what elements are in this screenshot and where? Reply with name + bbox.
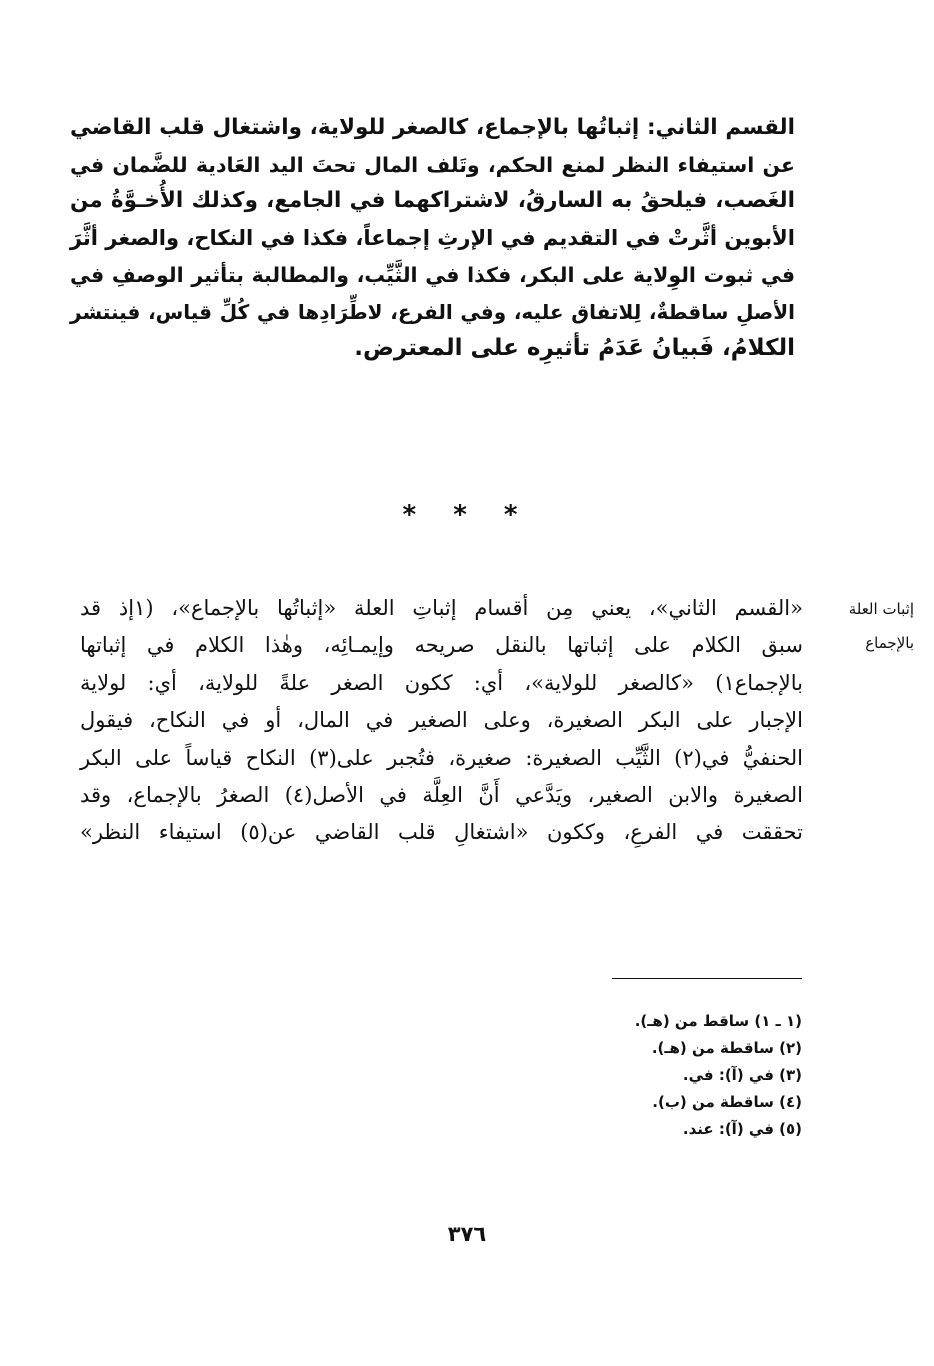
main-text-line: الكلامُ، فَبيانُ عَدَمُ تأثيرِه على المعترض. [354, 335, 795, 362]
commentary-line: بالإجماع١) «كالصغر للولاية»، أي: ككون الصغر علةً للولاية، أي: لولاية [80, 670, 803, 695]
page-number: ٣٧٦ [447, 1222, 487, 1246]
main-text-line: في ثبوت الوِلاية على البكر، فكذا في الثَّيِّب، والمطالبة بتأثير الوصفِ في [70, 262, 795, 287]
main-text-block [70, 110, 795, 367]
commentary-line: الحنفيُّ في(٢) الثَّيِّب الصغيرة: صغيرة، فتُجبر على(٣) النكاح قياساً على البكر [80, 745, 804, 770]
margin-note-line: بالإجماع [865, 634, 914, 652]
footnote-item: (٤) ساقطة من (ب). [652, 1093, 802, 1111]
commentary-line: سبق الكلام على إثباتها بالنقل صريحه وإيمـائِه، وهٰذا الكلام في إثباتها [80, 633, 803, 658]
section-separator: * * * [402, 500, 532, 530]
footnote-item: (٢) ساقطة من (هـ). [651, 1039, 802, 1057]
margin-note-line: إثبات العلة [848, 600, 914, 618]
margin-note [822, 592, 914, 660]
main-text-line: عن استيفاء النظر لمنع الحكم، وتَلف المال تحتَ اليد العَادية للضَّمان في [70, 152, 795, 177]
footnote-item: (١ ـ ١) ساقط من (هـ). [634, 1012, 802, 1030]
commentary-block [80, 590, 803, 852]
main-text-line: القسم الثاني: إثباتُها بالإجماع، كالصغر للولاية، واشتغال قلب القاضي [70, 115, 795, 140]
commentary-line: الإجبار على البكر الصغيرة، وعلى الصغير في المال، أو في النكاح، فيقول [80, 708, 803, 733]
footnote-item: (٣) في (آ): في. [682, 1066, 802, 1084]
main-text-line: الأبوين أثَّرتْ في التقديم في الإرثِ إجماعاً، فكذا في النكاح، والصغر أثَّرَ [69, 226, 795, 251]
main-text-line: الغَصب، فيلحقُ به السارقُ، لاشتراكهما في الجامع، وكذلك الأُخـوَّةُ من [70, 188, 795, 214]
main-text-line: الأصلِ ساقطةٌ، لِلاتفاق عليه، وفي الفرع، لاطِّرَادِها في كُلِّ قياس، فينتشر [70, 299, 795, 324]
footnote-item: (٥) في (آ): عند. [682, 1120, 802, 1138]
commentary-line: تحققت في الفرعِ، وككون «اشتغالِ قلب القاضي عن(٥) استيفاء النظر» [80, 820, 803, 845]
footnotes [450, 1008, 802, 1143]
footnote-divider [612, 978, 802, 979]
commentary-line: «القسم الثاني»، يعني مِن أقسام إثباتِ العلة «إثباتُها بالإجماع»، (١إذ قد [80, 596, 803, 620]
commentary-line: الصغيرة والابن الصغير، ويَدَّعي أَنَّ العِلَّة في الأصل(٤) الصغرُ بالإجماع، وقد [80, 783, 803, 808]
